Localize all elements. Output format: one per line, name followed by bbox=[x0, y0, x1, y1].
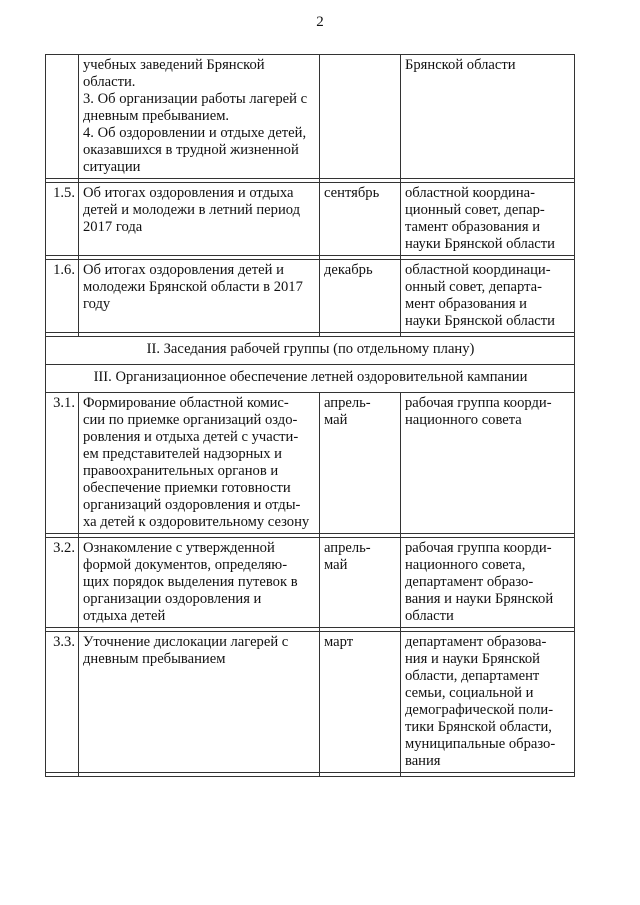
term-cell bbox=[320, 632, 401, 773]
responsible-cell bbox=[401, 55, 575, 179]
event-line: Формирование областной комис- bbox=[83, 395, 289, 411]
responsible-line: ния и науки Брянской bbox=[405, 651, 540, 667]
term-line: апрель- bbox=[324, 540, 371, 556]
responsible-cell bbox=[401, 632, 575, 773]
responsible-line: национного совета bbox=[405, 412, 522, 428]
row-number: 1.5. bbox=[46, 183, 79, 256]
table-row bbox=[46, 183, 575, 256]
event-line: Ознакомление с утвержденной bbox=[83, 540, 275, 556]
row-number: 3.1. bbox=[46, 393, 79, 534]
event-line: детей и молодежи в летний период bbox=[83, 202, 301, 218]
term-line: апрель- bbox=[324, 395, 371, 411]
event-line: отдыха детей bbox=[83, 608, 166, 624]
event-line: правоохранительных органов и bbox=[83, 463, 279, 479]
table-row bbox=[46, 538, 575, 628]
spacer-row bbox=[46, 773, 575, 777]
event-cell bbox=[79, 393, 320, 534]
page-number: 2 bbox=[316, 14, 324, 30]
event-line: ем представителей надзорных и bbox=[83, 446, 282, 462]
responsible-line: рабочая группа коорди- bbox=[405, 540, 552, 556]
responsible-line: Брянской области bbox=[405, 57, 516, 73]
event-cell bbox=[79, 260, 320, 333]
responsible-line: рабочая группа коорди- bbox=[405, 395, 552, 411]
event-line: организаций оздоровления и отды- bbox=[83, 497, 301, 513]
event-cell bbox=[79, 183, 320, 256]
event-line: году bbox=[83, 296, 111, 312]
responsible-line: демографической поли- bbox=[405, 702, 554, 718]
term-cell bbox=[320, 393, 401, 534]
event-line: формой документов, определяю- bbox=[83, 557, 288, 573]
responsible-line: национного совета, bbox=[405, 557, 526, 573]
term-cell bbox=[320, 260, 401, 333]
row-number-cell bbox=[46, 55, 79, 179]
section-heading: II. Заседания рабочей группы (по отдельному плану) bbox=[46, 337, 575, 365]
responsible-line: тики Брянской области, bbox=[405, 719, 552, 735]
table-row-continuation bbox=[46, 55, 575, 179]
responsible-line: областной координаци- bbox=[405, 262, 551, 278]
responsible-line: тамент образования и bbox=[405, 219, 541, 235]
responsible-line: семьи, социальной и bbox=[405, 685, 534, 701]
event-line: области. bbox=[83, 74, 136, 90]
event-line: Уточнение дислокации лагерей с bbox=[83, 634, 289, 650]
responsible-line: вания и науки Брянской bbox=[405, 591, 554, 607]
term-cell bbox=[320, 538, 401, 628]
section-row-3 bbox=[46, 365, 575, 393]
event-line: учебных заведений Брянской bbox=[83, 57, 265, 73]
plan-table bbox=[45, 54, 575, 777]
row-number: 1.6. bbox=[46, 260, 79, 333]
responsible-line: областной координа- bbox=[405, 185, 535, 201]
responsible-line: науки Брянской области bbox=[405, 313, 555, 329]
responsible-line: области, департамент bbox=[405, 668, 540, 684]
responsible-cell bbox=[401, 260, 575, 333]
term-line: сентябрь bbox=[324, 185, 380, 201]
section-row-2 bbox=[46, 337, 575, 365]
event-line: дневным пребыванием bbox=[83, 651, 226, 667]
event-cell bbox=[79, 55, 320, 179]
event-line: ровления и отдыха детей с участи- bbox=[83, 429, 299, 445]
responsible-line: департамент образо- bbox=[405, 574, 534, 590]
responsible-line: мент образования и bbox=[405, 296, 527, 312]
event-line: Об итогах оздоровления детей и bbox=[83, 262, 284, 278]
event-line: щих порядок выделения путевок в bbox=[83, 574, 298, 590]
event-cell bbox=[79, 632, 320, 773]
event-line: обеспечение приемки готовности bbox=[83, 480, 291, 496]
event-line: 3. Об организации работы лагерей с bbox=[83, 91, 308, 107]
responsible-line: департамент образова- bbox=[405, 634, 547, 650]
term-line: май bbox=[324, 557, 348, 573]
responsible-cell bbox=[401, 393, 575, 534]
responsible-line: онный совет, департа- bbox=[405, 279, 543, 295]
event-line: сии по приемке организаций оздо- bbox=[83, 412, 298, 428]
event-line: 2017 года bbox=[83, 219, 143, 235]
table-row bbox=[46, 260, 575, 333]
responsible-line: науки Брянской области bbox=[405, 236, 555, 252]
table-row bbox=[46, 393, 575, 534]
event-line: ха детей к оздоровительному сезону bbox=[83, 514, 310, 530]
term-line: март bbox=[324, 634, 354, 650]
term-cell bbox=[320, 55, 401, 179]
event-cell bbox=[79, 538, 320, 628]
event-line: оказавшихся в трудной жизненной bbox=[83, 142, 299, 158]
section-heading: III. Организационное обеспечение летней оздоровительной кампании bbox=[46, 365, 575, 393]
responsible-line: муниципальные образо- bbox=[405, 736, 556, 752]
row-number: 3.3. bbox=[46, 632, 79, 773]
event-line: Об итогах оздоровления и отдыха bbox=[83, 185, 294, 201]
row-number: 3.2. bbox=[46, 538, 79, 628]
table-row bbox=[46, 632, 575, 773]
responsible-line: области bbox=[405, 608, 454, 624]
event-line: дневным пребыванием. bbox=[83, 108, 230, 124]
responsible-cell bbox=[401, 538, 575, 628]
event-line: ситуации bbox=[83, 159, 141, 175]
term-line: декабрь bbox=[324, 262, 373, 278]
responsible-line: ционный совет, депар- bbox=[405, 202, 545, 218]
event-line: организации оздоровления и bbox=[83, 591, 262, 607]
event-line: 4. Об оздоровлении и отдыхе детей, bbox=[83, 125, 307, 141]
event-line: молодежи Брянской области в 2017 bbox=[83, 279, 303, 295]
responsible-line: вания bbox=[405, 753, 441, 769]
term-line: май bbox=[324, 412, 348, 428]
responsible-cell bbox=[401, 183, 575, 256]
term-cell bbox=[320, 183, 401, 256]
